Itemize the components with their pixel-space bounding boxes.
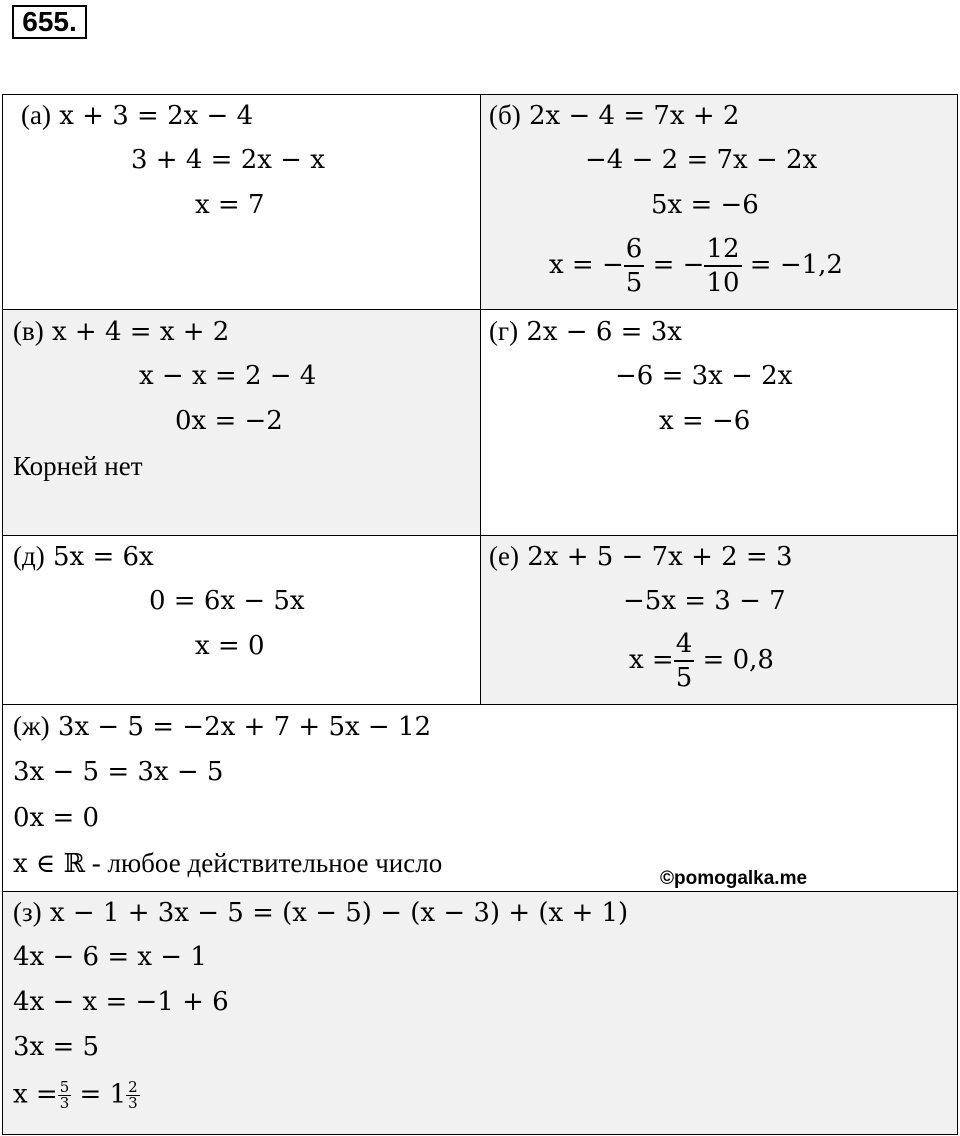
eq-a-1: (а) x + 3 = 2x − 4 (21, 100, 254, 131)
eq-b-2: −4 − 2 = 7x − 2x (585, 145, 818, 175)
eq-z-3: 4x − x = −1 + 6 (13, 987, 229, 1017)
fraction-12-10: $\frac{12}{10}$ (706, 234, 740, 298)
eq-v-3: 0x = −2 (175, 406, 283, 436)
cell-zh (2, 704, 958, 892)
eq-z-5: x = $\frac{5}{3}$ = 1 $\frac{2}{3}$ (13, 1078, 138, 1112)
eq-zh-2: 3x − 5 = 3x − 5 (13, 757, 224, 787)
eq-b-3: 5x = −6 (651, 190, 759, 220)
eq-z-2: 4x − 6 = x − 1 (13, 942, 207, 972)
cell-a (2, 94, 481, 310)
cell-z (2, 891, 958, 1135)
cell-b (480, 94, 958, 310)
no-roots-note: Корней нет (13, 451, 143, 481)
cell-d (2, 535, 481, 705)
label-v: (в) (13, 316, 44, 346)
problem-number: 655. (12, 5, 87, 39)
eq-zh-1: (ж) 3x − 5 = −2x + 7 + 5x − 12 (13, 711, 432, 742)
label-z: (з) (13, 897, 42, 927)
label-g: (г) (489, 316, 519, 346)
fraction-6-5: $\frac{6}{5}$ (625, 234, 643, 298)
watermark: ©pomogalka.me (660, 868, 808, 889)
eq-zh-4: x ∈ ℝ - любое действительное число (13, 848, 443, 879)
eq-g-1: (г) 2x − 6 = 3x (489, 316, 682, 347)
cell-g (480, 309, 958, 536)
eq-d-2: 0 = 6x − 5x (149, 586, 305, 616)
label-d: (д) (13, 541, 45, 571)
label-b: (б) (489, 100, 521, 130)
eq-a-2: 3 + 4 = 2x − x (131, 145, 325, 175)
eq-d-1: (д) 5x = 6x (13, 541, 154, 572)
cell-v (2, 309, 481, 536)
eq-z-1: (з) x − 1 + 3x − 5 = (x − 5) − (x − 3) + (x + 1) (13, 897, 629, 928)
cell-e (480, 535, 958, 705)
label-a: (а) (21, 100, 51, 130)
eq-e-2: −5x = 3 − 7 (623, 586, 786, 616)
eq-a-3: x = 7 (195, 190, 265, 220)
eq-z-4: 3x = 5 (13, 1032, 100, 1062)
eq-v-1: (в) x + 4 = x + 2 (13, 316, 230, 347)
eq-zh-3: 0x = 0 (13, 803, 100, 833)
eq-e-3: x = $\frac{4}{5}$ = 0,8 (629, 629, 774, 693)
eq-b-1: (б) 2x − 4 = 7x + 2 (489, 100, 740, 131)
eq-b-4: x = − $\frac{6}{5}$ = − $\frac{12}{10}$ = −1,2 (549, 234, 843, 298)
eq-v-2: x − x = 2 − 4 (139, 361, 317, 391)
eq-d-3: x = 0 (195, 631, 265, 661)
eq-g-3: x = −6 (659, 406, 751, 436)
fraction-5-3: $\frac{5}{3}$ (59, 1078, 70, 1112)
label-zh: (ж) (13, 711, 50, 741)
eq-e-1: (е) 2x + 5 − 7x + 2 = 3 (489, 541, 793, 572)
fraction-2-3: $\frac{2}{3}$ (128, 1078, 138, 1112)
label-e: (е) (489, 541, 519, 571)
eq-g-2: −6 = 3x − 2x (615, 361, 793, 391)
fraction-4-5: $\frac{4}{5}$ (675, 629, 693, 693)
